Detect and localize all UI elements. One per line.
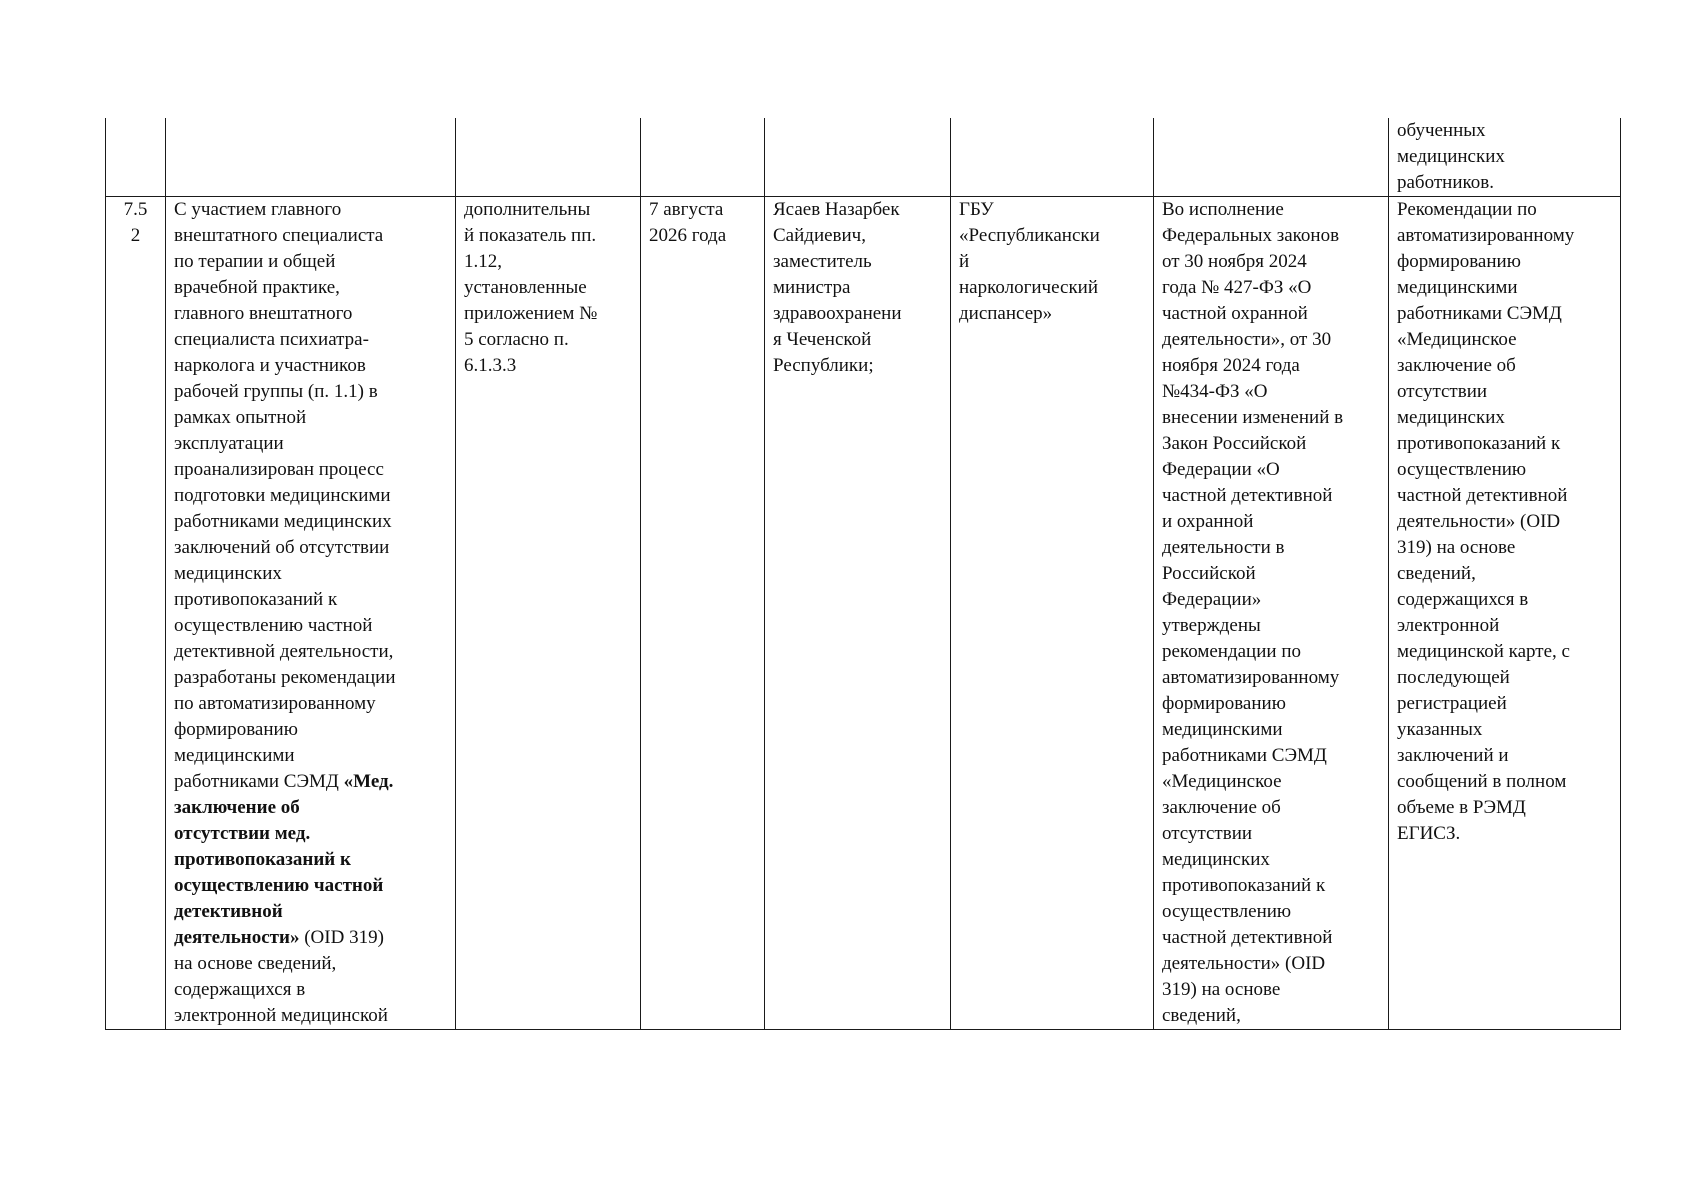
cell-indicator-empty	[456, 118, 641, 197]
plan-table	[105, 118, 1621, 1030]
description-text-end: (OID 319) на основе сведений, содержащихся в электронной медицинской	[174, 927, 388, 1026]
cell-item-number: 7.5 2	[106, 197, 166, 1030]
cell-outcome-continuation: обученных медицинских работников.	[1389, 118, 1621, 197]
cell-responsible: Ясаев Назарбек Сайдиевич, заместитель министра здравоохранени я Чеченской Республики;	[765, 197, 951, 1030]
description-bold-text: «Мед. заключение об отсутствии мед. противопоказаний к осуществлению частной детективной деятельности»	[174, 771, 394, 948]
cell-responsible-empty	[765, 118, 951, 197]
cell-indicator: дополнительны й показатель пп. 1.12, установленные приложением № 5 согласно п. 6.1.3.3	[456, 197, 641, 1030]
cell-date-empty	[641, 118, 765, 197]
cell-desc-empty	[166, 118, 456, 197]
description-text: С участием главного внештатного специалиста по терапии и общей врачебной практике, главного внештатного специалиста психиатра- нарколога и участников рабочей группы (п. 1.1) в рамках опытной эксплуатации проанализирован процесс подготовки медицинскими работниками медицинских заключений об отсутствии медицинских противопоказаний к осуществлению частной детективной деятельности, разработаны рекомендации по автоматизированному формированию медицинскими работниками СЭМД	[174, 199, 396, 792]
cell-result: Во исполнение Федеральных законов от 30 ноября 2024 года № 427-ФЗ «О частной охранной деятельности», от 30 ноября 2024 года №434-ФЗ «О внесении изменений в Закон Российской Федерации «О частной детективной и охранной деятельности в Российской Федерации» утверждены рекомендации по автоматизированному формированию медицинскими работниками СЭМД «Медицинское заключение об отсутствии медицинских противопоказаний к осуществлению частной детективной деятельности» (OID 319) на основе сведений,	[1154, 197, 1389, 1030]
table-row-continuation	[106, 118, 1621, 197]
cell-date: 7 августа 2026 года	[641, 197, 765, 1030]
cell-organization: ГБУ «Республикански й наркологический диспансер»	[951, 197, 1154, 1030]
cell-result-empty	[1154, 118, 1389, 197]
cell-description	[166, 197, 456, 1030]
table-row-7-52	[106, 197, 1621, 1030]
cell-organization-empty	[951, 118, 1154, 197]
cell-outcome: Рекомендации по автоматизированному формированию медицинскими работниками СЭМД «Медицинское заключение об отсутствии медицинских противопоказаний к осуществлению частной детективной деятельности» (OID 319) на основе сведений, содержащихся в электронной медицинской карте, с последующей регистрацией указанных заключений и сообщений в полном объеме в РЭМД ЕГИСЗ.	[1389, 197, 1621, 1030]
cell-num-empty	[106, 118, 166, 197]
